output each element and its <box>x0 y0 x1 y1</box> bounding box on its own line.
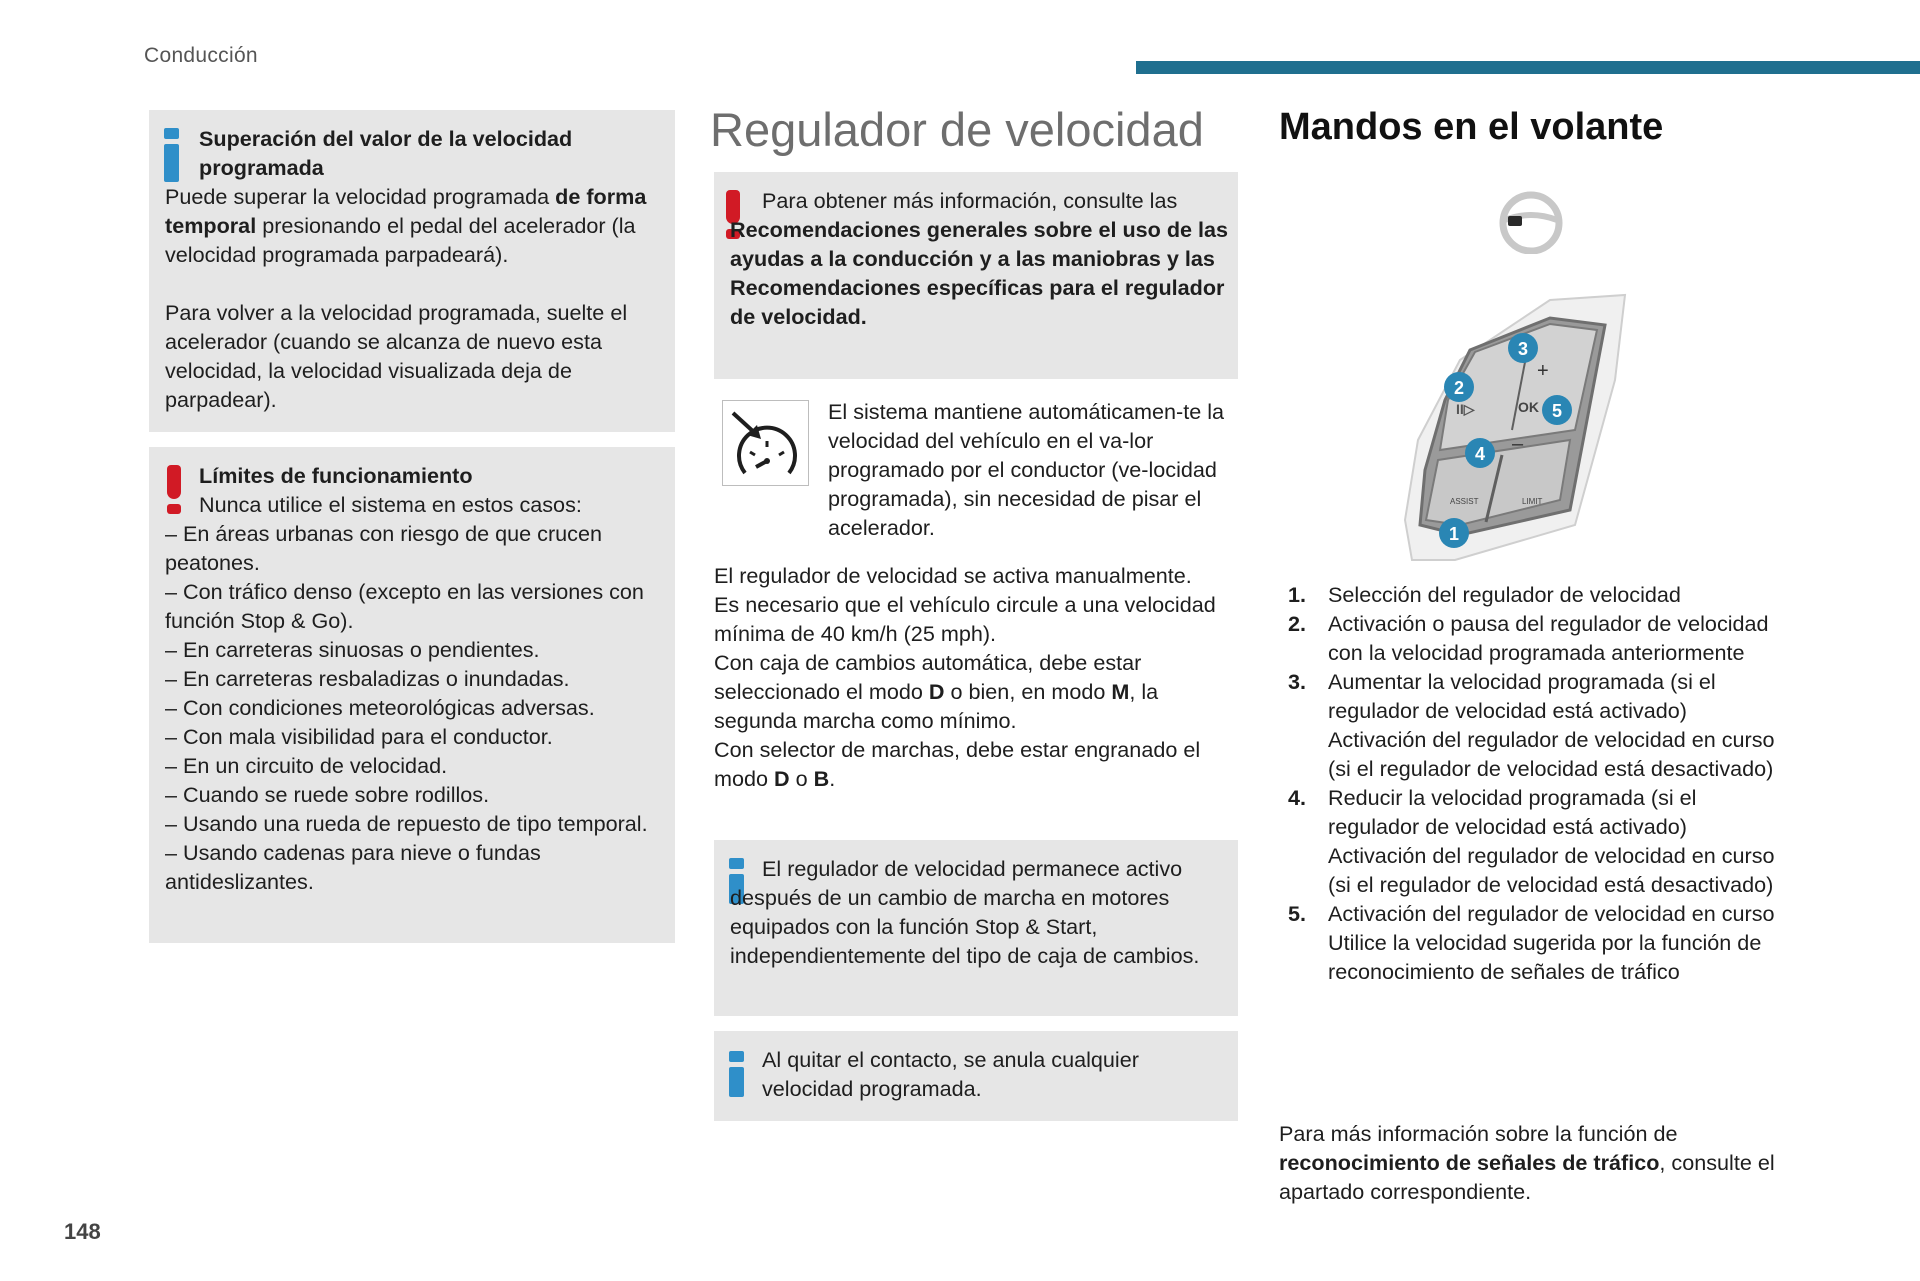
controls-item-text: Reducir la velocidad programada (si el regulador de velocidad está activado) Activación del regulador de velocidad en curso (si el regulador de velocidad está desactivado) <box>1328 785 1775 897</box>
btn-minus-label: – <box>1512 433 1524 455</box>
limits-list-item: – Con mala visibilidad para el conductor. <box>165 724 553 749</box>
controls-item-text: Activación del regulador de velocidad en curso Utilice la velocidad sugerida por la función de reconocimiento de señales de tráfico <box>1328 901 1775 984</box>
limits-list-item: – En áreas urbanas con riesgo de que crucen peatones. <box>165 521 602 575</box>
footer-text-c: , consulte el apartado correspondiente. <box>1279 1150 1775 1204</box>
activation-p4-a: Con selector de marchas, debe estar engranado el modo <box>714 737 1201 791</box>
svg-text:5: 5 <box>1551 401 1563 421</box>
btn-ok-label: OK <box>1518 399 1539 415</box>
activation-p3-c: , la segunda marcha como mínimo. <box>714 679 1159 733</box>
section-label: Conducción <box>144 44 258 67</box>
mode-d-selector: D <box>774 766 790 791</box>
limits-list-item: – Usando cadenas para nieve o fundas antideslizantes. <box>165 840 541 894</box>
activation-p3-a: Con caja de cambios automática, debe estar seleccionado el modo <box>714 650 1142 704</box>
limits-list-item: – Usando una rueda de repuesto de tipo temporal. <box>165 811 648 836</box>
steering-wheel-icon <box>1496 190 1566 254</box>
limits-list <box>165 519 665 896</box>
limits-intro: Nunca utilice el sistema en estos casos: <box>199 492 582 517</box>
speed-exceed-title: Superación del valor de la velocidad programada <box>199 126 573 180</box>
recommendations-text <box>730 186 1230 331</box>
limits-list-item: – Con condiciones meteorológicas adversas. <box>165 695 595 720</box>
controls-list-item <box>1280 667 1790 783</box>
limits-title: Límites de funcionamiento <box>199 463 473 488</box>
recommendations-text-bold: Recomendaciones generales sobre el uso de las ayudas a la conducción y a las maniobras y las Recomendaciones específicas para el regulador de velocidad. <box>730 217 1229 329</box>
speed-exceed-p1-c: presionando el pedal del acelerador (la velocidad programada parpadeará). <box>165 213 636 267</box>
controls-list-item <box>1280 609 1790 667</box>
label-limit: LIMIT <box>1522 497 1543 506</box>
activation-p4-o: o <box>789 766 814 791</box>
info-box-speed-exceed <box>149 110 675 432</box>
ignition-text: Al quitar el contacto, se anula cualquier velocidad programada. <box>762 1047 1139 1101</box>
activation-p4-end: . <box>829 766 836 791</box>
callout-3 <box>1508 333 1538 363</box>
limits-list-item: – Con tráfico denso (excepto en las versiones con función Stop & Go). <box>165 579 644 633</box>
controls-list-item <box>1280 899 1790 986</box>
info-box-stop-start <box>714 840 1238 1016</box>
info-icon <box>729 1051 744 1097</box>
info-box-ignition <box>714 1031 1238 1121</box>
label-assist: ASSIST <box>1450 497 1479 506</box>
mode-b-selector: B <box>813 766 830 791</box>
controls-item-number: 4. <box>1288 785 1307 810</box>
controls-item-text: Activación o pausa del regulador de velocidad con la velocidad programada anteriormente <box>1328 611 1769 665</box>
callout-4 <box>1465 438 1495 468</box>
btn-plus-label: + <box>1537 360 1549 382</box>
footer-text-a: Para más información sobre la función de <box>1279 1121 1678 1146</box>
controls-item-number: 3. <box>1288 669 1307 694</box>
warning-box-limits <box>149 447 675 943</box>
svg-text:1: 1 <box>1448 524 1460 544</box>
mode-d: D <box>928 679 945 704</box>
controls-item-number: 1. <box>1288 582 1307 607</box>
page-title-regulador: Regulador de velocidad <box>710 103 1204 156</box>
controls-item-text: Aumentar la velocidad programada (si el regulador de velocidad está activado) Activación del regulador de velocidad en curso (si el regulador de velocidad está desactivado) <box>1328 669 1775 781</box>
stop-start-text: El regulador de velocidad permanece activo después de un cambio de marcha en motores equipados con la función Stop & Start, independientemente del tipo de caja de cambios. <box>730 856 1200 968</box>
callout-2 <box>1444 372 1474 402</box>
activation-p2: Es necesario que el vehículo circule a una velocidad mínima de 40 km/h (25 mph). <box>714 592 1216 646</box>
controls-list <box>1280 580 1790 986</box>
activation-text <box>714 561 1244 793</box>
recommendations-text-a: Para obtener más información, consulte las <box>762 188 1178 213</box>
section-title-steering-controls: Mandos en el volante <box>1279 106 1664 148</box>
btn-pause-label: II▷ <box>1456 401 1475 417</box>
limits-list-item: – Cuando se ruede sobre rodillos. <box>165 782 490 807</box>
speed-regulator-icon-box <box>722 400 809 486</box>
controls-list-item <box>1280 783 1790 899</box>
intro-text: El sistema mantiene automáticamen-te la velocidad del vehículo en el va-lor programado por el conductor (ve-locidad programada), sin necesidad de pisar el acelerador. <box>828 399 1225 540</box>
callout-1 <box>1439 518 1469 548</box>
speed-exceed-p1-bold: de forma temporal <box>165 184 647 238</box>
footer-text <box>1279 1119 1799 1206</box>
callout-5 <box>1542 395 1572 425</box>
speed-exceed-p2: Para volver a la velocidad programada, suelte el acelerador (cuando se alcanza de nuevo esta velocidad, la velocidad visualizada deja de parpadear). <box>165 300 628 412</box>
svg-text:3: 3 <box>1517 339 1529 359</box>
warning-icon <box>165 465 183 514</box>
footer-text-bold: reconocimiento de señales de tráfico <box>1279 1150 1660 1175</box>
limits-list-item: – En un circuito de velocidad. <box>165 753 448 778</box>
steering-controls-diagram <box>1400 290 1630 570</box>
speed-exceed-p1 <box>165 182 665 269</box>
controls-list-item <box>1280 580 1790 609</box>
page-number: 148 <box>64 1219 101 1244</box>
limits-list-item: – En carreteras resbaladizas o inundadas. <box>165 666 570 691</box>
cruise-control-icon <box>723 401 808 485</box>
controls-item-text: Selección del regulador de velocidad <box>1328 582 1681 607</box>
controls-item-number: 5. <box>1288 901 1307 926</box>
mode-m: M <box>1111 679 1130 704</box>
speed-exceed-p1-a: Puede superar la velocidad programada <box>165 184 556 209</box>
svg-text:4: 4 <box>1474 444 1486 464</box>
info-icon <box>164 128 179 182</box>
activation-p4 <box>714 735 1244 793</box>
svg-text:2: 2 <box>1453 378 1465 398</box>
header-accent-bar <box>1136 61 1920 74</box>
controls-item-number: 2. <box>1288 611 1307 636</box>
limits-list-item: – En carreteras sinuosas o pendientes. <box>165 637 540 662</box>
activation-p1: El regulador de velocidad se activa manualmente. <box>714 563 1192 588</box>
activation-p3 <box>714 648 1244 735</box>
activation-p3-b: o bien, en modo <box>944 679 1112 704</box>
warning-box-recommendations <box>714 172 1238 379</box>
